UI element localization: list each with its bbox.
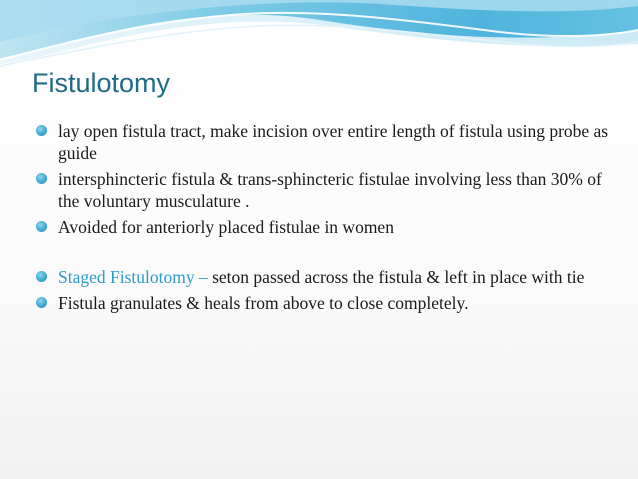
bullet-dot-icon (36, 297, 47, 308)
bullet-text: Avoided for anteriorly placed fistulae in women (58, 217, 394, 237)
bullet-item (36, 120, 616, 164)
bullet-accent-text: Staged Fistulotomy – (58, 267, 213, 287)
bullet-text: intersphincteric fistula & trans-sphincteric fistulae involving less than 30% of the voluntary musculature . (58, 169, 602, 211)
bullet-item (36, 292, 616, 314)
bullet-item (36, 216, 616, 238)
bullet-dot-icon (36, 173, 47, 184)
bullet-list (36, 120, 616, 318)
bullet-item (36, 266, 616, 288)
bullet-dot-icon (36, 271, 47, 282)
bullet-text: lay open fistula tract, make incision over entire length of fistula using probe as guide (58, 121, 609, 163)
bullet-item (36, 168, 616, 212)
bullet-text: Fistula granulates & heals from above to close completely. (58, 293, 469, 313)
bullet-dot-icon (36, 125, 47, 136)
slide-title: Fistulotomy (32, 68, 171, 98)
bullet-text: seton passed across the fistula & left in place with tie (212, 267, 585, 287)
bullet-dot-icon (36, 221, 47, 232)
